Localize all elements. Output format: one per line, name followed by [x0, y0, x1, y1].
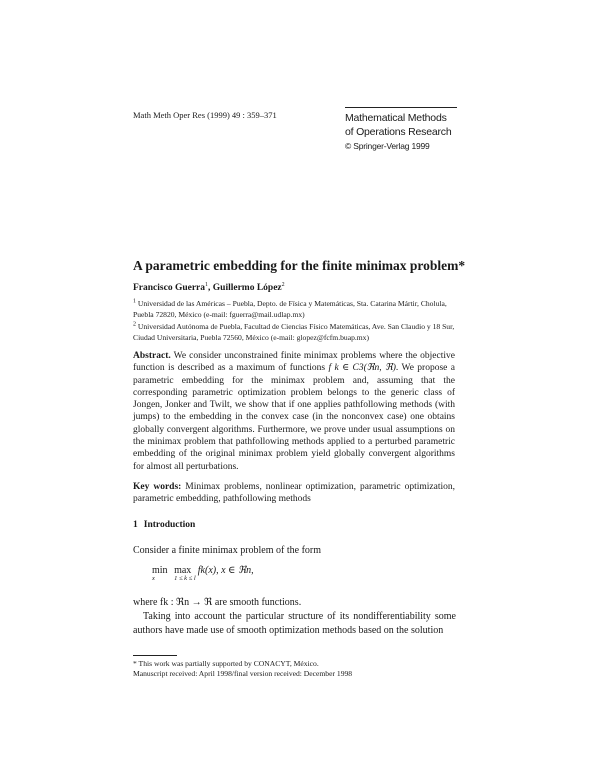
- affiliation: [133, 322, 468, 343]
- publisher-rule: [345, 107, 457, 108]
- publisher-copyright: © Springer-Verlag 1999: [345, 141, 430, 151]
- journal-reference: Math Meth Oper Res (1999) 49 : 359–371: [133, 110, 277, 120]
- keywords-label: Key words:: [133, 482, 182, 492]
- keywords: [133, 481, 455, 506]
- author-name: Francisco Guerra: [133, 283, 206, 293]
- body-paragraph: Taking into account the particular structure of its nondifferentiability some authors have made use of smooth optimization methods based on the solution: [133, 611, 456, 636]
- formula-body: fk(x), x ∈ ℜn,: [197, 565, 254, 576]
- formula-min: min x: [152, 565, 168, 582]
- footnote-manuscript-dates: Manuscript received: April 1998/final version received: December 1998: [133, 669, 353, 678]
- author-affil-marker: 1: [205, 281, 209, 288]
- author-separator: ,: [208, 283, 213, 293]
- section-heading: [133, 520, 195, 530]
- body-intro-line: Consider a finite minimax problem of the form: [133, 545, 322, 556]
- publisher-block: [345, 107, 457, 153]
- abstract-label: Abstract.: [133, 351, 171, 361]
- author-name: Guillermo López: [212, 283, 282, 293]
- author-affil-marker: 2: [281, 281, 285, 288]
- footnote-funding: * This work was partially supported by CONACYT, México.: [133, 659, 319, 668]
- formula-max: max 1 ≤ k ≤ l: [174, 565, 196, 582]
- formula-max-subscript: 1 ≤ k ≤ l: [174, 575, 196, 582]
- formula-min-subscript: x: [152, 575, 155, 582]
- author-list: [133, 283, 285, 293]
- affiliation-text: Universidad Autónoma de Puebla, Facultad de Ciencias Físico Matemáticas, Ave. San Claudio y 18 Sur, Ciudad Universitaria, Puebla 72560, México (e-mail: glopez@fcfm.buap.mx): [133, 322, 455, 342]
- abstract-text-continued: . We propose a parametric embedding for the minimax problem and, assuming that the corresponding parametric optimization problem belongs to the generic class of Jongen, Jonker and Twilt, we show that if one applies pathfollowing methods (with jumps) to the embedding in the convex case (in the nonconvex case) one obtains globally convergent algorithms. Furthermore, we prove under usual assumptions on the minimax problem that pathfollowing methods applied to a perturbed parametric embedding of the original minimax problem yield globally convergent algorithms for almost all perturbations.: [133, 363, 455, 472]
- abstract-text: We consider unconstrained finite minimax problems where the objective function is described as a maximum of functions: [133, 351, 455, 374]
- body-where-line: where fk : ℜn → ℜ are smooth functions.: [133, 597, 302, 608]
- affiliation-marker: 1: [133, 298, 136, 305]
- paper-title: A parametric embedding for the finite minimax problem*: [133, 258, 466, 273]
- footnote-rule: [133, 655, 177, 656]
- section-number: 1: [133, 520, 138, 530]
- publisher-journal-name-line2: of Operations Research: [345, 126, 452, 138]
- display-formula: [152, 565, 254, 582]
- affiliation-text: Universidad de las Américas – Puebla, Depto. de Física y Matemáticas, Sta. Catarina Mártir, Cholula, Puebla 72820, México (e-mail: fguerra@mail.udlap.mx): [133, 299, 447, 319]
- abstract-formula: f k ∈ C3(ℜn, ℜ): [328, 363, 396, 374]
- abstract: [133, 350, 455, 473]
- affiliation: [133, 299, 468, 320]
- affiliation-marker: 2: [133, 321, 136, 328]
- keywords-text: Minimax problems, nonlinear optimization, parametric optimization, parametric embedding, pathfollowing methods: [133, 482, 456, 505]
- section-title: Introduction: [143, 520, 196, 530]
- publisher-journal-name-line1: Mathematical Methods: [345, 112, 447, 124]
